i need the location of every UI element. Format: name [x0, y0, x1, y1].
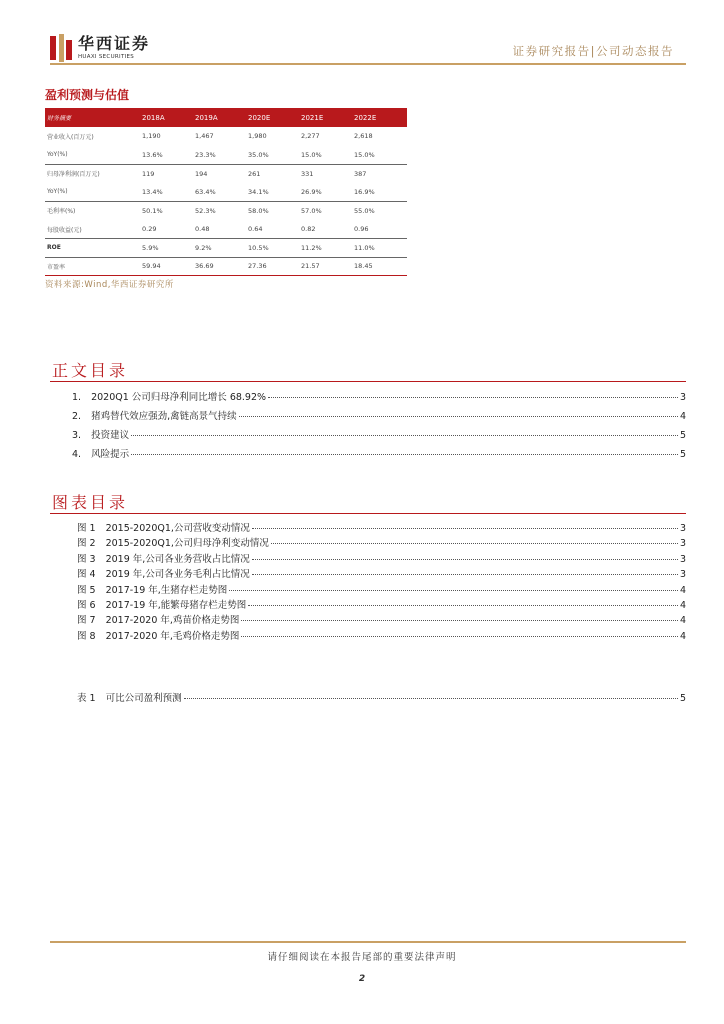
- data-source-note: 资料来源:Wind,华西证券研究所: [45, 280, 174, 290]
- toc-item-text: 猪鸡替代效应强劲,禽链高景气持续: [91, 411, 237, 422]
- table-cell: 1,467: [195, 132, 214, 141]
- toc-item[interactable]: [72, 446, 686, 465]
- figure-text: 2017-19 年,生猪存栏走势图: [105, 584, 228, 596]
- column-header: 2018A: [140, 108, 193, 127]
- column-header: 2021E: [299, 108, 352, 127]
- table-cell: 2,618: [354, 132, 373, 141]
- table-row: [45, 127, 407, 146]
- dot-leader: [239, 416, 678, 417]
- table-cell: 27.36: [246, 257, 299, 276]
- table-cell: 13.6%: [142, 150, 163, 159]
- column-header: 2019A: [193, 108, 246, 127]
- table-label: 表 1: [77, 693, 96, 704]
- figure-item[interactable]: [77, 551, 686, 566]
- table-cell: 1,980: [248, 132, 267, 141]
- table-row: [45, 201, 407, 220]
- figure-page: 4: [679, 599, 686, 611]
- logo-name-cn: 华西证券: [78, 34, 151, 53]
- figures-divider: [50, 513, 686, 514]
- toc-item[interactable]: [72, 427, 686, 446]
- toc-item-number: 1.: [72, 392, 82, 403]
- table-cell: 63.4%: [195, 187, 216, 196]
- dot-leader: [131, 454, 678, 455]
- table-header-row: [45, 108, 407, 127]
- table-cell: 23.3%: [195, 150, 216, 159]
- figure-label: 图 8: [77, 630, 96, 642]
- table-row: [45, 257, 407, 276]
- figure-text: 2017-2020 年,鸡苗价格走势图: [105, 615, 240, 627]
- dot-leader: [252, 559, 678, 560]
- table-cell: 11.2%: [299, 239, 352, 258]
- forecast-table: [45, 108, 407, 276]
- report-type: 证券研究报告|公司动态报告: [512, 44, 674, 58]
- dot-leader: [241, 636, 678, 637]
- toc-item-number: 2.: [72, 411, 82, 422]
- table-cell: 57.0%: [299, 201, 352, 220]
- figure-list: [77, 520, 686, 643]
- table-cell: 11.0%: [352, 239, 407, 258]
- figure-page: 4: [679, 615, 686, 627]
- figures-title: 图表目录: [52, 493, 129, 512]
- table-index-item[interactable]: [77, 690, 686, 705]
- toc-item[interactable]: [72, 408, 686, 427]
- figure-text: 2015-2020Q1,公司营收变动情况: [105, 523, 250, 534]
- table-text: 可比公司盈利预测: [105, 693, 182, 704]
- figure-page: 3: [679, 538, 686, 550]
- figure-item[interactable]: [77, 582, 686, 597]
- toc-item-page: 5: [679, 449, 686, 460]
- figure-item[interactable]: [77, 597, 686, 612]
- company-logo: [50, 34, 150, 62]
- table-row: [45, 239, 407, 258]
- table-cell: 59.94: [140, 257, 193, 276]
- table-row: [45, 146, 407, 165]
- table-cell: 261: [246, 164, 299, 183]
- toc-item-number: 3.: [72, 430, 82, 441]
- table-row: [45, 183, 407, 202]
- table-cell: 34.1%: [248, 187, 269, 196]
- dot-leader: [229, 590, 678, 591]
- figure-label: 图 1: [77, 523, 96, 534]
- table-cell: 50.1%: [140, 201, 193, 220]
- table-cell: 18.45: [352, 257, 407, 276]
- table-row: [45, 164, 407, 183]
- row-label: 毛利率(%): [45, 201, 140, 220]
- table-cell: 0.64: [248, 225, 263, 234]
- table-cell: 26.9%: [301, 187, 322, 196]
- figure-label: 图 6: [77, 599, 96, 611]
- table-cell: 36.69: [193, 257, 246, 276]
- table-cell: 13.4%: [142, 187, 163, 196]
- row-label: 营业收入(百万元): [47, 133, 94, 141]
- table-cell: 58.0%: [246, 201, 299, 220]
- row-label: YoY(%): [47, 151, 68, 159]
- dot-leader: [184, 698, 678, 699]
- toc-item-page: 5: [679, 430, 686, 441]
- row-label: 归母净利润(百万元): [45, 164, 140, 183]
- toc-item[interactable]: [72, 389, 686, 408]
- table-cell: 10.5%: [246, 239, 299, 258]
- figure-text: 2015-2020Q1,公司归母净利变动情况: [105, 538, 269, 550]
- toc-item-number: 4.: [72, 449, 82, 460]
- table-cell: 9.2%: [193, 239, 246, 258]
- header-divider: [50, 63, 686, 65]
- figure-page: 3: [679, 569, 686, 581]
- figure-page: 4: [679, 630, 686, 642]
- figure-item[interactable]: [77, 566, 686, 581]
- page-number: 2: [358, 974, 366, 984]
- toc-item-page: 3: [679, 392, 686, 403]
- table-cell: 331: [299, 164, 352, 183]
- table-cell: 21.57: [299, 257, 352, 276]
- figure-page: 4: [679, 584, 686, 596]
- logo-name-en: HUAXI SECURITIES: [78, 54, 135, 60]
- toc-item-text: 风险提示: [91, 449, 130, 460]
- figure-label: 图 3: [77, 553, 96, 565]
- column-header: 财务摘要: [45, 108, 140, 127]
- figure-text: 2017-19 年,能繁母猪存栏走势图: [105, 599, 247, 611]
- table-cell: 35.0%: [248, 150, 269, 159]
- table-cell: 2,277: [301, 132, 320, 141]
- table-cell: 16.9%: [354, 187, 375, 196]
- figure-item[interactable]: [77, 535, 686, 550]
- table-cell: 0.82: [301, 225, 316, 234]
- figure-text: 2019 年,公司各业务毛利占比情况: [105, 569, 250, 581]
- footer-divider: [50, 941, 686, 943]
- table-cell: 0.96: [354, 225, 369, 234]
- row-label: 市盈率: [45, 257, 140, 276]
- dot-leader: [268, 397, 678, 398]
- figure-item[interactable]: [77, 612, 686, 627]
- figure-label: 图 5: [77, 584, 96, 596]
- table-list: [77, 690, 686, 705]
- toc-item-text: 2020Q1 公司归母净利同比增长 68.92%: [91, 392, 267, 403]
- figure-text: 2017-2020 年,毛鸡价格走势图: [105, 630, 240, 642]
- table-cell: 55.0%: [352, 201, 407, 220]
- table-row: [45, 220, 407, 239]
- forecast-title: 盈利预测与估值: [45, 88, 130, 102]
- table-cell: 1,190: [142, 132, 161, 141]
- page-header: [0, 0, 724, 70]
- toc-item-page: 4: [679, 411, 686, 422]
- toc-divider: [50, 381, 686, 382]
- row-label: ROE: [45, 239, 140, 258]
- table-cell: 5.9%: [140, 239, 193, 258]
- dot-leader: [252, 528, 678, 529]
- toc-item-text: 投资建议: [91, 430, 130, 441]
- table-cell: 119: [140, 164, 193, 183]
- figure-label: 图 4: [77, 569, 96, 581]
- column-header: 2020E: [246, 108, 299, 127]
- row-label: 每股收益(元): [47, 226, 82, 234]
- dot-leader: [271, 543, 678, 544]
- table-cell: 194: [193, 164, 246, 183]
- table-cell: 0.48: [195, 225, 210, 234]
- table-cell: 15.0%: [301, 150, 322, 159]
- dot-leader: [252, 574, 678, 575]
- legal-disclaimer: 请仔细阅读在本报告尾部的重要法律声明: [267, 952, 457, 963]
- figure-item[interactable]: [77, 520, 686, 535]
- toc-list: [72, 389, 686, 465]
- table-cell: 0.29: [142, 225, 157, 234]
- dot-leader: [131, 435, 678, 436]
- logo-icon: [50, 34, 72, 62]
- figure-item[interactable]: [77, 628, 686, 643]
- table-cell: 387: [352, 164, 407, 183]
- table-page: 5: [679, 693, 686, 704]
- figure-page: 3: [679, 553, 686, 565]
- toc-title: 正文目录: [52, 361, 129, 380]
- row-label: YoY(%): [47, 188, 68, 196]
- figure-label: 图 2: [77, 538, 96, 550]
- figure-label: 图 7: [77, 615, 96, 627]
- dot-leader: [248, 605, 678, 606]
- figure-page: 3: [679, 523, 686, 534]
- table-cell: 15.0%: [354, 150, 375, 159]
- figure-text: 2019 年,公司各业务营收占比情况: [105, 553, 250, 565]
- column-header: 2022E: [352, 108, 407, 127]
- table-cell: 52.3%: [193, 201, 246, 220]
- dot-leader: [241, 620, 678, 621]
